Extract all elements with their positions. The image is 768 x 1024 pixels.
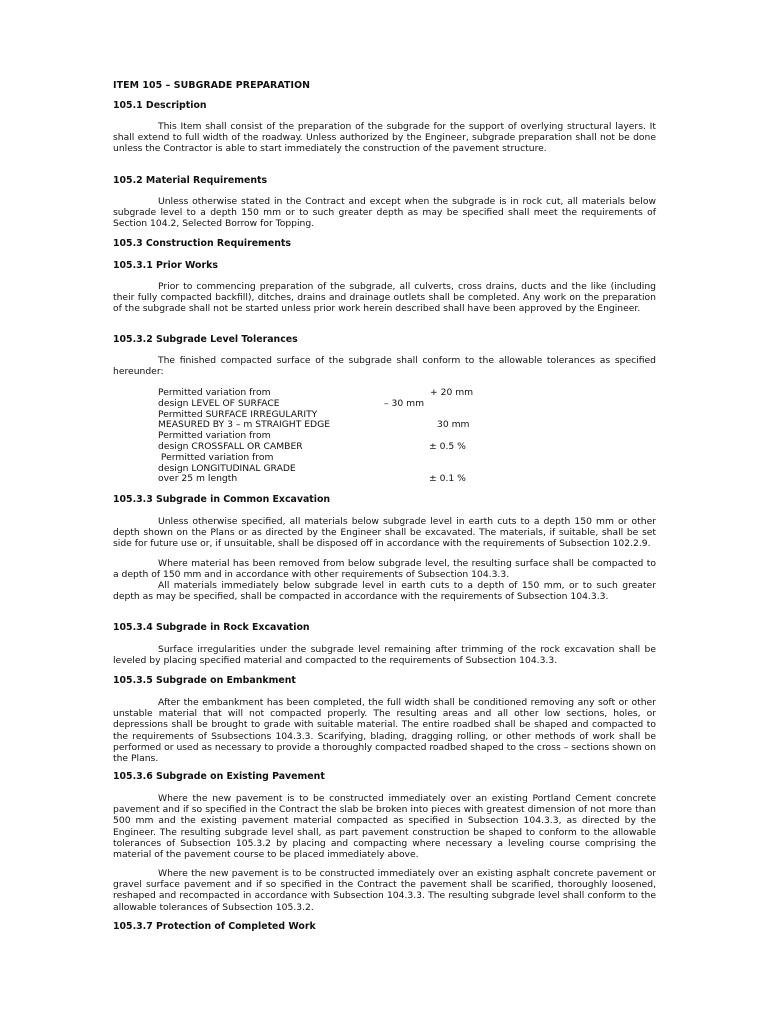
paragraph-105-3-6-b: Where the new pavement is to be constructed immediately over an existing asphalt concrete pavement or gravel surface pavement and if so specified in the Contract the pavement shall be scarified, thoroughly loosened, reshaped and recompacted in accordance with Subsection 104.3.3. The resulting subgrade level shall conform to the allowable tolerances of Subsection 105.3.2. <box>113 868 656 913</box>
tolerance-label: Permitted SURFACE IRREGULARITY <box>158 408 318 420</box>
paragraph-105-1: This Item shall consist of the preparation of the subgrade for the support of overlying structural layers. It shall extend to full width of the roadway. Unless authorized by the Engineer, subgrade preparation shall not be done unless the Contractor is able to start immediately the construction of the pavement structure. <box>113 121 656 155</box>
paragraph-105-3-5: After the embankment has been completed, the full width shall be conditioned removing any soft or other unstable material that will not compacted properly. The resulting areas and all other low sections, holes, or depressions shall be brought to grade with suitable material. The entire roadbed shall be shaped and compacted to the requirements of Ssubsections 104.3.3. Scarifying, blading, dragging rolling, or other methods of work shall be performed or used as necessary to provide a thoroughly compacted roadbed shaped to the cross – sections shown on the Plans. <box>113 697 656 765</box>
paragraph-105-3-1: Prior to commencing preparation of the subgrade, all culverts, cross drains, ducts and the like (including their fully compacted backfill), ditches, drains and drainage outlets shall be completed. Any work on the preparation of the subgrade shall not be started unless prior work herein described shall have been approved by the Engineer. <box>113 281 656 315</box>
tolerance-value: ± 0.1 % <box>429 473 466 485</box>
heading-105-3-6: 105.3.6 Subgrade on Existing Pavement <box>113 771 325 782</box>
heading-105-3-7: 105.3.7 Protection of Completed Work <box>113 921 316 932</box>
paragraph-105-3-3-b: Where material has been removed from below subgrade level, the resulting surface shall be compacted to a depth of 150 mm and in accordance with other requirements of Subsection 104.3.3. <box>113 558 656 581</box>
tolerance-value: – 30 mm <box>384 397 425 409</box>
heading-105-3-2: 105.3.2 Subgrade Level Tolerances <box>113 334 298 345</box>
tolerance-row <box>158 474 558 485</box>
heading-105-3: 105.3 Construction Requirements <box>113 238 291 249</box>
tolerance-value: + 20 mm <box>430 387 474 398</box>
tolerance-label: over 25 m length <box>158 473 238 485</box>
tolerance-label: Permitted variation from <box>158 387 271 398</box>
tolerance-label: Permitted variation from <box>158 451 274 463</box>
heading-105-3-5: 105.3.5 Subgrade on Embankment <box>113 675 296 686</box>
document-title: ITEM 105 – SUBGRADE PREPARATION <box>113 80 311 91</box>
heading-105-3-1: 105.3.1 Prior Works <box>113 260 218 271</box>
heading-105-3-4: 105.3.4 Subgrade in Rock Excavation <box>113 622 310 633</box>
paragraph-105-3-2: The finished compacted surface of the subgrade shall conform to the allowable tolerances as specified hereunder: <box>113 355 656 378</box>
heading-105-2: 105.2 Material Requirements <box>113 175 268 186</box>
paragraph-105-3-3-c: All materials immediately below subgrade level in earth cuts to a depth of 150 mm, or to such greater depth as may be specified, shall be compacted in accordance with the requirements of Subsection 104.3.3. <box>113 580 656 603</box>
tolerance-label: Permitted variation from <box>158 430 271 442</box>
tolerance-label: design LEVEL OF SURFACE <box>158 397 280 409</box>
tolerance-value: 30 mm <box>437 419 470 431</box>
paragraph-105-3-4: Surface irregularities under the subgrade level remaining after trimming of the rock excavation shall be leveled by placing specified material and compacted to the requirements of Subsection 104.3.3. <box>113 644 656 667</box>
heading-105-3-3: 105.3.3 Subgrade in Common Excavation <box>113 494 331 505</box>
paragraph-105-2: Unless otherwise stated in the Contract and except when the subgrade is in rock cut, all materials below subgrade level to a depth 150 mm or to such greater depth as may be specified shall meet the requirements of Section 104.2, Selected Borrow for Topping. <box>113 196 656 230</box>
tolerance-table <box>158 388 558 485</box>
tolerance-label: MEASURED BY 3 – m STRAIGHT EDGE <box>158 419 331 431</box>
heading-105-1: 105.1 Description <box>113 100 207 111</box>
tolerance-label: design CROSSFALL OR CAMBER <box>158 440 303 452</box>
paragraph-105-3-6-a: Where the new pavement is to be constructed immediately over an existing Portland Cement concrete pavement and if so specified in the Contract the slab be broken into pieces with greatest dimension of not more than 500 mm and the existing pavement material compacted as specified in Subsection 104.3.3, as directed by the Engineer. The resulting subgrade level shall, as part pavement construction be shaped to conform to the allowable tolerances of Subsection 105.3.2 by placing and compacting where necessary a leveling course comprising the material of the pavement course to be placed immediately above. <box>113 793 656 861</box>
tolerance-value: ± 0.5 % <box>429 440 466 452</box>
tolerance-label: design LONGITUDINAL GRADE <box>158 462 296 474</box>
paragraph-105-3-3-a: Unless otherwise specified, all materials below subgrade level in earth cuts to a depth 150 mm or other depth shown on the Plans or as directed by the Engineer shall be excavated. The materials, if suitable, shall be set side for future use or, if unsuitable, shall be disposed off in accordance with the requirements of Subsection 102.2.9. <box>113 516 656 550</box>
